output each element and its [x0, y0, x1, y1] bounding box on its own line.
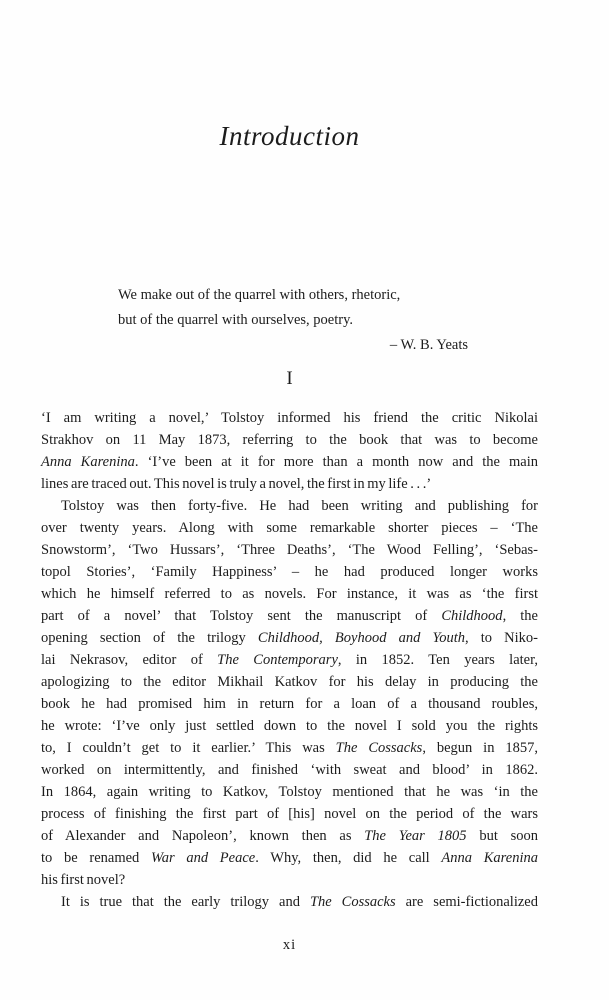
- body-line: of Alexander and Napoleon’, known then as The Year 1805 but soon: [41, 828, 538, 844]
- body-line: apologizing to the editor Mikhail Katkov for his delay in producing the: [41, 674, 538, 690]
- epigraph-attribution: – W. B. Yeats: [389, 337, 468, 353]
- body-line: to, I couldn’t get to it earlier.’ This was The Cossacks, begun in 1857,: [41, 740, 538, 756]
- body-line: In 1864, again writing to Katkov, Tolstoy mentioned that he was ‘in the: [41, 784, 538, 800]
- body-line: worked on intermittently, and finished ‘with sweat and blood’ in 1862.: [41, 762, 538, 778]
- body-line: It is true that the early trilogy and The Cossacks are semi-fictionalized: [61, 894, 538, 910]
- body-line: ‘I am writing a novel,’ Tolstoy informed his friend the critic Nikolai: [41, 410, 538, 426]
- body-line: over twenty years. Along with some remarkable shorter pieces – ‘The: [41, 520, 538, 536]
- epigraph-line: We make out of the quarrel with others, rhetoric,: [118, 287, 401, 303]
- body-line: Anna Karenina. ‘I’ve been at it for more than a month now and the main: [41, 454, 538, 470]
- body-line: to be renamed War and Peace. Why, then, did he call Anna Karenina: [41, 850, 538, 866]
- body-line: part of a novel’ that Tolstoy sent the manuscript of Childhood, the: [41, 608, 538, 624]
- body-line: which he himself referred to as novels. For instance, it was as ‘the first: [41, 586, 538, 602]
- body-line: opening section of the trilogy Childhood, Boyhood and Youth, to Niko-: [41, 630, 538, 646]
- page-title: Introduction: [219, 121, 360, 151]
- body-line: topol Stories’, ‘Family Happiness’ – he had produced longer works: [41, 564, 538, 580]
- body-line: he wrote: ‘I’ve only just settled down to the novel I sold you the rights: [41, 718, 538, 734]
- body-line: Strakhov on 11 May 1873, referring to the book that was to become: [41, 432, 538, 448]
- body-line: Snowstorm’, ‘Two Hussars’, ‘Three Deaths’, ‘The Wood Felling’, ‘Sebas-: [41, 542, 538, 558]
- page-number: xi: [282, 937, 297, 953]
- body-line: lines are traced out. This novel is truly a novel, the first in my life . . .’: [41, 476, 432, 492]
- body-line: book he had promised him in return for a loan of a thousand roubles,: [41, 696, 538, 712]
- epigraph: [118, 283, 468, 358]
- body-text: [41, 407, 538, 913]
- body-line: Tolstoy was then forty-five. He had been writing and publishing for: [61, 498, 538, 514]
- body-line: process of finishing the first part of [his] novel on the period of the wars: [41, 806, 538, 822]
- epigraph-line: but of the quarrel with ourselves, poetry.: [118, 312, 354, 328]
- body-line: lai Nekrasov, editor of The Contemporary, in 1852. Ten years later,: [41, 652, 538, 668]
- body-line: his first novel?: [41, 872, 126, 888]
- section-numeral: I: [286, 368, 293, 389]
